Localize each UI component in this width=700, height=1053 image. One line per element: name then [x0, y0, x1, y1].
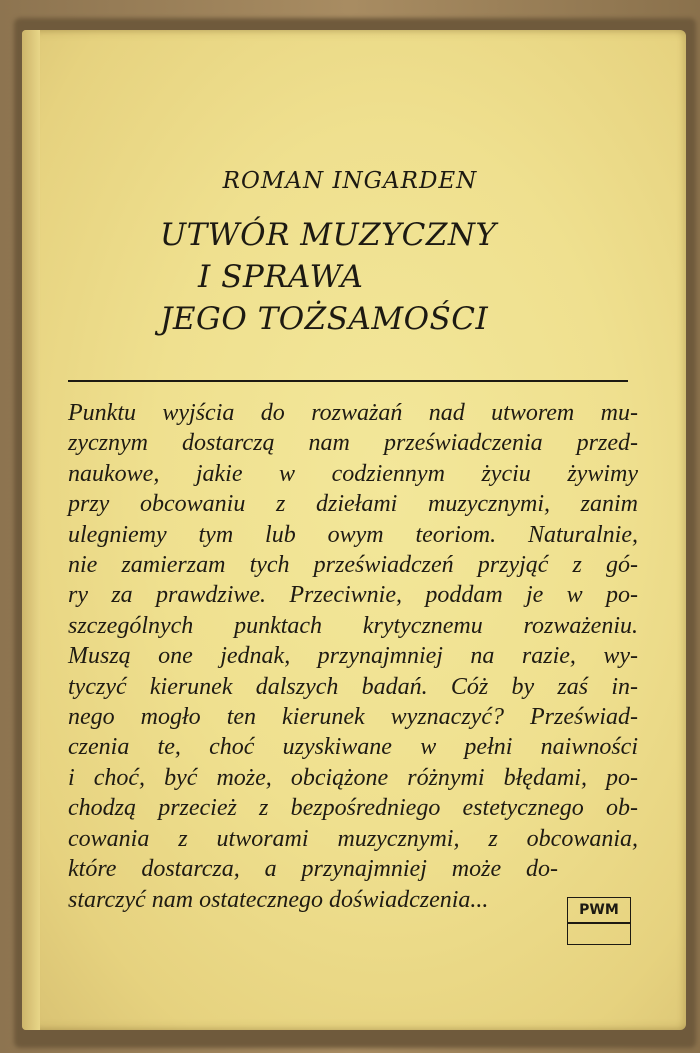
excerpt-line: nego mogło ten kierunek wyznaczyć? Przeświad- [68, 704, 638, 731]
author-name: ROMAN INGARDEN [222, 168, 478, 194]
excerpt-line: ry za prawdziwe. Przeciwnie, poddam je w po- [68, 582, 638, 609]
excerpt-line: i choć, być może, obciążone różnymi błędami, po- [68, 764, 638, 791]
excerpt-line: nie zamierzam tych przeświadczeń przyjąć z gó- [68, 552, 638, 579]
title-line-1: UTWÓR MUZYCZNY [160, 217, 497, 253]
excerpt-line: zycznym dostarczą nam przeświadczenia przed- [68, 430, 638, 457]
excerpt-line: czenia te, choć uzyskiwane w pełni naiwności [68, 734, 638, 761]
excerpt-line: Muszą one jednak, przynajmniej na razie, wy- [68, 643, 638, 670]
excerpt-line: tyczyć kierunek dalszych badań. Cóż by zaś in- [68, 673, 638, 700]
title-line-3: JEGO TOŻSAMOŚCI [160, 301, 489, 337]
publisher-logo-bar [568, 922, 630, 924]
excerpt-line: cowania z utworami muzycznymi, z obcowania, [68, 825, 638, 852]
publisher-logo [567, 897, 631, 945]
excerpt-text [68, 398, 638, 915]
book-title [150, 214, 550, 340]
excerpt-line: starczyć nam ostatecznego doświadczenia... [68, 886, 489, 913]
excerpt-line: ulegniemy tym lub owym teoriom. Naturalnie, [68, 521, 638, 548]
excerpt-line: przy obcowaniu z dziełami muzycznymi, zanim [68, 491, 638, 518]
title-divider [68, 380, 628, 382]
excerpt-line: naukowe, jakie w codziennym życiu żywimy [68, 460, 638, 487]
excerpt-line: które dostarcza, a przynajmniej może do- [68, 856, 558, 883]
excerpt-line: Punktu wyjścia do rozważań nad utworem mu- [68, 400, 638, 426]
title-line-2: I SPRAWA [198, 259, 364, 295]
excerpt-line: chodzą przecież z bezpośredniego estetycznego ob- [68, 795, 638, 822]
excerpt-line: szczególnych punktach krytycznemu rozważeniu. [68, 612, 638, 639]
publisher-logo-text: PWM [579, 902, 619, 918]
